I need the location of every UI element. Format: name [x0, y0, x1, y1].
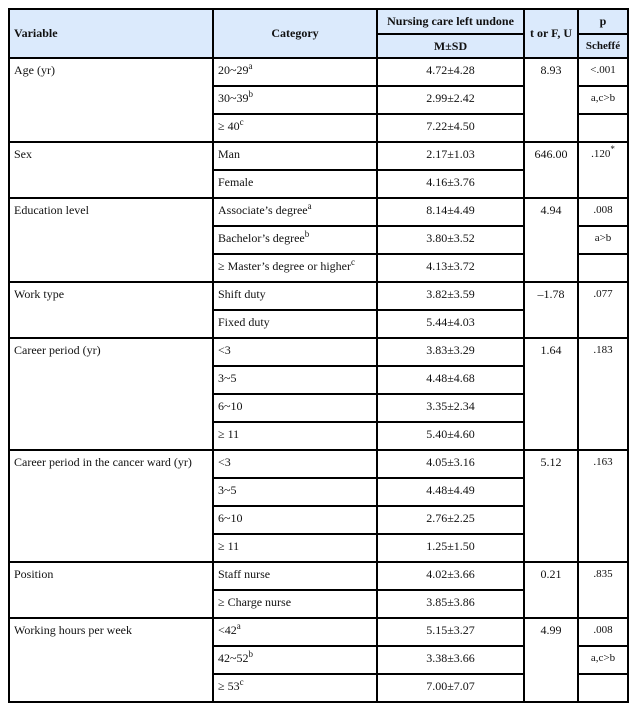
table-row	[9, 618, 628, 646]
table-row	[9, 142, 628, 170]
msd-cell: 3.82±3.59	[377, 282, 524, 310]
group-superscript: c	[239, 677, 244, 687]
group-superscript: b	[304, 229, 310, 239]
category-label: ≥ Charge nurse	[218, 595, 292, 609]
category-cell	[213, 282, 377, 310]
p-value: .163	[593, 456, 613, 468]
p-cell: a,c>b	[578, 86, 628, 114]
p-cell: <.001	[578, 58, 628, 86]
category-cell	[213, 86, 377, 114]
category-label: <3	[218, 343, 231, 357]
category-cell	[213, 450, 377, 478]
category-label: Shift duty	[218, 287, 266, 301]
msd-cell: 7.00±7.07	[377, 674, 524, 702]
stat-cell: 4.94	[524, 198, 578, 282]
stat-cell: 646.00	[524, 142, 578, 198]
stat-cell: –1.78	[524, 282, 578, 338]
p-cell	[578, 254, 628, 282]
category-label: ≥ 40	[218, 119, 240, 133]
group-superscript: b	[248, 649, 253, 659]
group-superscript: c	[239, 117, 244, 127]
category-label: 3~5	[218, 371, 237, 385]
group-superscript: b	[248, 89, 253, 99]
msd-cell: 7.22±4.50	[377, 114, 524, 142]
category-cell	[213, 618, 377, 646]
header-msd: M±SD	[377, 34, 524, 58]
category-cell	[213, 506, 377, 534]
header-p: p	[578, 9, 628, 34]
table-body	[9, 58, 628, 702]
category-label: 30~39	[218, 91, 249, 105]
category-label: ≥ 11	[218, 427, 240, 441]
category-cell	[213, 198, 377, 226]
msd-cell: 4.48±4.68	[377, 366, 524, 394]
msd-cell: 2.99±2.42	[377, 86, 524, 114]
msd-cell: 2.17±1.03	[377, 142, 524, 170]
category-label: ≥ Master’s degree or higher	[218, 259, 351, 273]
p-cell	[578, 114, 628, 142]
table-row	[9, 450, 628, 478]
msd-cell: 3.83±3.29	[377, 338, 524, 366]
category-cell	[213, 114, 377, 142]
category-label: 42~52	[218, 651, 249, 665]
p-cell	[578, 450, 628, 562]
category-cell	[213, 310, 377, 338]
msd-cell: 5.15±3.27	[377, 618, 524, 646]
msd-cell: 3.85±3.86	[377, 590, 524, 618]
category-cell	[213, 254, 377, 282]
p-cell: .008	[578, 198, 628, 226]
category-label: Bachelor’s degree	[218, 231, 305, 245]
header-scheffe: Scheffé	[578, 34, 628, 58]
group-superscript: a	[236, 621, 241, 631]
stat-cell: 1.64	[524, 338, 578, 450]
msd-cell: 4.16±3.76	[377, 170, 524, 198]
stat-cell: 5.12	[524, 450, 578, 562]
msd-cell: 4.48±4.49	[377, 478, 524, 506]
header-category: Category	[213, 9, 377, 58]
p-cell: a,c>b	[578, 646, 628, 674]
results-table	[8, 8, 629, 703]
variable-cell: Sex	[9, 142, 213, 198]
msd-cell: 4.72±4.28	[377, 58, 524, 86]
msd-cell: 2.76±2.25	[377, 506, 524, 534]
header-variable: Variable	[9, 9, 213, 58]
p-value: .183	[593, 344, 613, 356]
category-label: ≥ 11	[218, 539, 240, 553]
category-label: Staff nurse	[218, 567, 271, 581]
category-cell	[213, 478, 377, 506]
category-cell	[213, 58, 377, 86]
category-label: 6~10	[218, 511, 243, 525]
category-cell	[213, 422, 377, 450]
p-footnote-mark: *	[610, 144, 615, 154]
p-cell	[578, 282, 628, 338]
msd-cell: 5.44±4.03	[377, 310, 524, 338]
category-label: ≥ 53	[218, 679, 240, 693]
category-label: 20~29	[218, 63, 249, 77]
category-cell	[213, 226, 377, 254]
variable-cell: Education level	[9, 198, 213, 282]
table-row	[9, 338, 628, 366]
category-cell	[213, 170, 377, 198]
header-stat: t or F, U	[524, 9, 578, 58]
category-cell	[213, 562, 377, 590]
p-cell	[578, 338, 628, 450]
category-label: 6~10	[218, 399, 243, 413]
msd-cell: 4.02±3.66	[377, 562, 524, 590]
variable-cell: Working hours per week	[9, 618, 213, 702]
p-value: .120	[591, 148, 611, 160]
table-row	[9, 198, 628, 226]
variable-cell: Work type	[9, 282, 213, 338]
table-row	[9, 282, 628, 310]
category-label: Female	[218, 175, 254, 189]
msd-cell: 3.38±3.66	[377, 646, 524, 674]
category-cell	[213, 338, 377, 366]
p-value: .835	[593, 568, 613, 580]
category-label: Associate’s degree	[218, 203, 308, 217]
msd-cell: 5.40±4.60	[377, 422, 524, 450]
p-cell: .008	[578, 618, 628, 646]
variable-cell: Age (yr)	[9, 58, 213, 142]
table-row	[9, 58, 628, 86]
category-cell	[213, 142, 377, 170]
category-label: Fixed duty	[218, 315, 270, 329]
variable-cell: Career period (yr)	[9, 338, 213, 450]
category-cell	[213, 534, 377, 562]
category-cell	[213, 394, 377, 422]
stat-cell: 0.21	[524, 562, 578, 618]
category-cell	[213, 366, 377, 394]
group-superscript: c	[350, 257, 355, 267]
category-cell	[213, 646, 377, 674]
msd-cell: 4.13±3.72	[377, 254, 524, 282]
p-cell	[578, 674, 628, 702]
category-label: <3	[218, 455, 231, 469]
p-value: .077	[593, 288, 613, 300]
msd-cell: 1.25±1.50	[377, 534, 524, 562]
stat-cell: 8.93	[524, 58, 578, 142]
table-row	[9, 562, 628, 590]
p-cell	[578, 562, 628, 618]
group-superscript: a	[307, 201, 312, 211]
p-cell	[578, 142, 628, 198]
variable-cell: Career period in the cancer ward (yr)	[9, 450, 213, 562]
msd-cell: 4.05±3.16	[377, 450, 524, 478]
stat-cell: 4.99	[524, 618, 578, 702]
category-cell	[213, 590, 377, 618]
category-label: <42	[218, 623, 237, 637]
variable-cell: Position	[9, 562, 213, 618]
group-superscript: a	[248, 61, 253, 71]
category-cell	[213, 674, 377, 702]
category-label: 3~5	[218, 483, 237, 497]
category-label: Man	[218, 147, 240, 161]
msd-cell: 8.14±4.49	[377, 198, 524, 226]
p-cell: a>b	[578, 226, 628, 254]
msd-cell: 3.35±2.34	[377, 394, 524, 422]
msd-cell: 3.80±3.52	[377, 226, 524, 254]
header-outcome: Nursing care left undone	[377, 9, 524, 34]
